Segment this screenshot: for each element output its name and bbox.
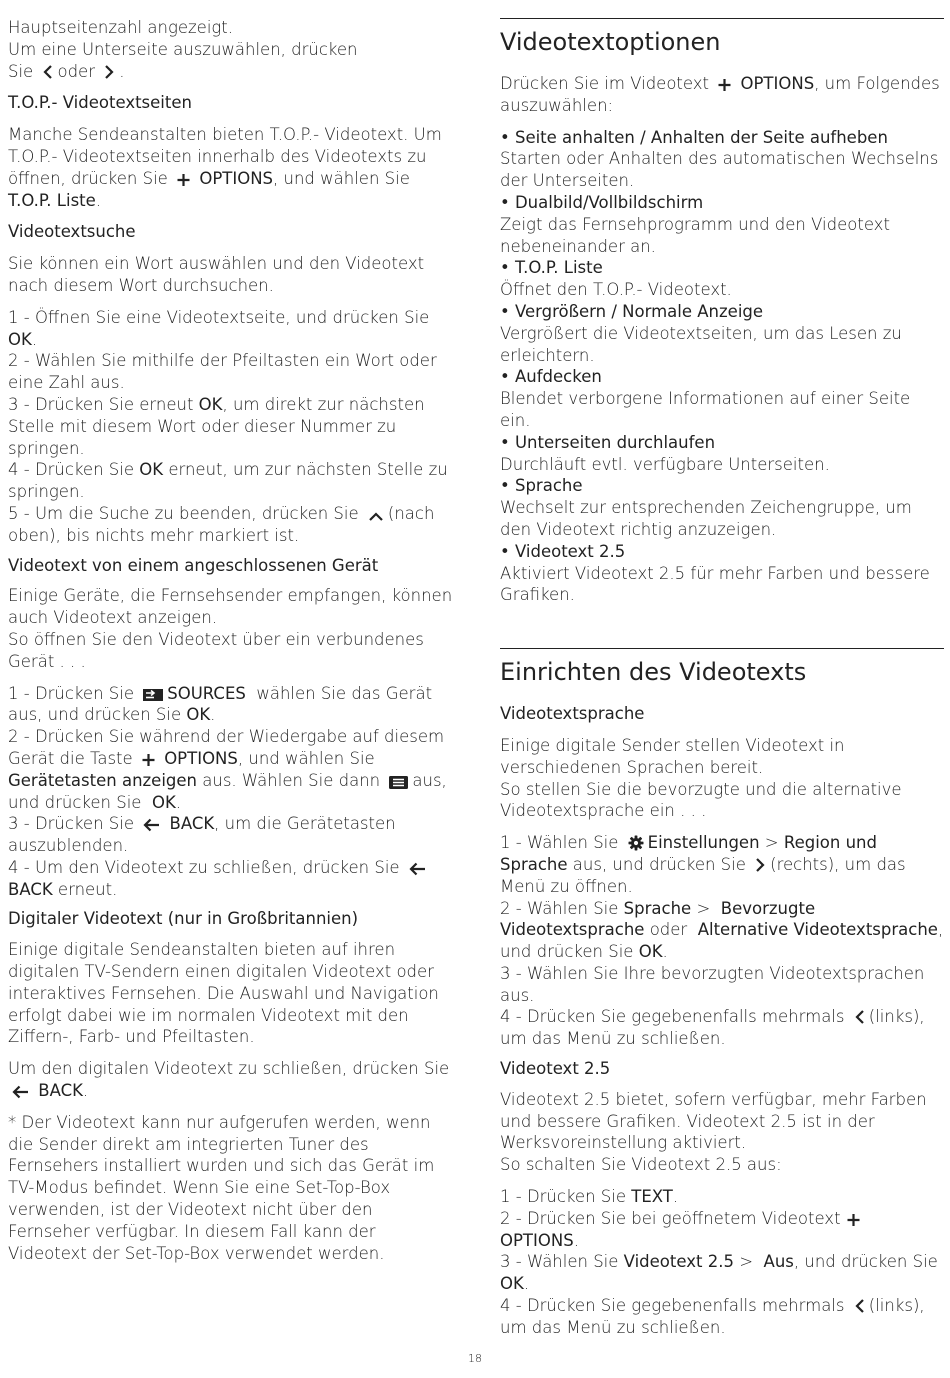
ok-key: OK [186, 705, 211, 725]
device-step-1-end: . [210, 705, 216, 725]
language-step-4: 4 - Drücken Sie gegebenenfalls mehrmals [500, 1007, 845, 1027]
chevron-right-icon [104, 64, 115, 80]
language-intro-2: So stellen Sie die bevorzugte und die alternative Videotextsprache ein . . . [500, 779, 902, 821]
search-step-4: 4 - Drücken Sie [8, 460, 134, 480]
device-step-1-mid: wählen Sie das Gerät aus, und drücken Sie [8, 683, 433, 725]
plus-icon [718, 78, 731, 92]
options-key: OPTIONS [500, 1230, 574, 1250]
option-title: • Sprache [500, 476, 583, 496]
option-title: • Vergrößern / Normale Anzeige [500, 301, 764, 321]
v25-step-1-end: . [672, 1187, 679, 1207]
list-icon [389, 776, 408, 789]
ok-key: OK [638, 942, 663, 962]
ok-key: OK [139, 460, 164, 480]
text-key: TEXT [631, 1187, 673, 1207]
device-intro-1: Einige Geräte, die Fernsehsender empfangen, können auch Videotext anzeigen. [8, 586, 453, 628]
plus-icon [177, 173, 190, 187]
intro-line-2: Um eine Unterseite auszuwählen, drücken [8, 39, 358, 59]
top-paragraph [8, 124, 453, 211]
language-intro [500, 735, 944, 822]
option-desc: Aktiviert Videotext 2.5 für mehr Farben und bessere Grafiken. [500, 563, 930, 605]
alternative-language-option: Alternative Videotextsprache [697, 920, 938, 940]
device-step-3-end: , um die Gerätetasten auszublenden. [8, 814, 396, 856]
intro-sie: Sie [8, 61, 34, 81]
right-column [500, 18, 944, 1349]
option-item [500, 301, 944, 366]
plus-icon [142, 753, 155, 767]
language-step-4-end: (links), um das Menü zu schließen. [500, 1007, 925, 1049]
options-list [500, 127, 944, 607]
intro-paragraph [8, 17, 453, 82]
options-key: OPTIONS [740, 74, 815, 93]
back-arrow-icon [143, 818, 160, 832]
options-intro-text: Drücken Sie im Videotext [500, 74, 709, 93]
option-desc: Durchläuft evtl. verfügbare Unterseiten. [500, 454, 830, 474]
device-step-2-mid2: aus. Wählen Sie dann [202, 770, 381, 790]
v25-step-4: 4 - Drücken Sie gegebenenfalls mehrmals [500, 1296, 845, 1316]
videotext25-menu: Videotext 2.5 [623, 1252, 734, 1272]
sources-icon [143, 688, 163, 702]
intro-oder: oder [57, 61, 95, 81]
chevron-left-icon [854, 1298, 865, 1314]
language-step-1-mid: aus, und drücken Sie [572, 854, 746, 874]
plus-icon [847, 1213, 860, 1227]
videotext25-steps [500, 1186, 944, 1339]
search-step-3: 3 - Drücken Sie erneut [8, 394, 194, 414]
option-desc: Wechselt zur entsprechenden Zeichengruppe, um den Videotext richtig anzuzeigen. [500, 498, 912, 539]
language-heading: Videotextsprache [500, 704, 645, 724]
menu-separator: > [739, 1252, 754, 1272]
digital-heading: Digitaler Videotext (nur in Großbritannien) [8, 909, 359, 929]
options-key: OPTIONS [164, 748, 238, 768]
device-intro-2: So öffnen Sie den Videotext über ein verbundenes Gerät . . . [8, 629, 424, 671]
search-step-5-end: (nach oben), bis nichts mehr markiert ist. [8, 503, 435, 545]
top-liste: T.O.P. Liste [8, 190, 96, 210]
region-menu: Region und Sprache [500, 833, 877, 874]
device-step-2-mid3: aus, und drücken Sie [8, 770, 447, 812]
options-intro-end: , um Folgendes auszuwählen: [500, 74, 940, 115]
videotext25-intro-2: So schalten Sie Videotext 2.5 aus: [500, 1155, 782, 1175]
back-key: BACK [169, 814, 215, 834]
language-step-2-mid: , und drücken Sie [500, 920, 944, 962]
v25-step-3-mid: , und drücken Sie [793, 1252, 938, 1272]
option-title: • Seite anhalten / Anhalten der Seite aufheben [500, 127, 888, 147]
language-step-2-or: oder [649, 920, 688, 940]
ok-key: OK [500, 1274, 524, 1294]
footnote: * Der Videotext kann nur aufgerufen werden, wenn die Sender direkt am integrierten Tuner des Fernsehers installiert wurden und sich das Gerät im TV-Modus befindet. Wenn Sie eine Set-Top-Box verwenden, ist der Videotext nicht über den Fernseher verfügbar. In diesem Fall kann der Videotext der Set-Top-Box verwendet werden. [8, 1112, 435, 1263]
left-column [8, 17, 453, 1274]
top-text-2: , und wählen Sie [273, 168, 410, 188]
device-step-4: 4 - Um den Videotext zu schließen, drücken Sie [8, 857, 400, 877]
language-intro-1: Einige digitale Sender stellen Videotext in verschiedenen Sprachen bereit. [500, 735, 845, 777]
videotext25-heading: Videotext 2.5 [500, 1059, 611, 1079]
v25-step-1: 1 - Drücken Sie [500, 1187, 626, 1207]
ok-key: OK [8, 329, 32, 349]
videotext25-intro [500, 1089, 944, 1176]
search-heading: Videotextsuche [8, 222, 136, 242]
option-title: • Videotext 2.5 [500, 541, 626, 561]
device-step-2: 2 - Drücken Sie während der Wiedergabe auf diesem Gerät die Taste [8, 727, 445, 768]
option-desc: Zeigt das Fernsehprogramm und den Videotext nebeneinander an. [500, 214, 890, 256]
back-arrow-icon [409, 862, 426, 876]
options-heading: Videotextoptionen [500, 18, 944, 57]
language-step-3: 3 - Wählen Sie Ihre bevorzugten Videotextsprachen aus. [500, 963, 925, 1005]
device-step-1: 1 - Drücken Sie [8, 683, 134, 703]
digital-paragraph-1: Einige digitale Sendeanstalten bieten auf ihren digitalen TV-Sendern einen digitalen Videotext oder interaktives Fernsehen. Die Auswahl und Navigation erfolgt dabei wie im normalen Videotext mit den Ziffern-, Farb- und Pfeiltasten. [8, 940, 439, 1047]
device-intro [8, 585, 453, 672]
device-step-2-end: . [175, 792, 182, 812]
search-step-5: 5 - Um die Suche zu beenden, drücken Sie [8, 503, 359, 523]
intro-dot: . [119, 61, 125, 81]
intro-line-1: Hauptseitenzahl angezeigt. [8, 18, 234, 37]
ok-key: OK [151, 792, 176, 812]
v25-step-2-end: . [573, 1230, 579, 1250]
language-step-1: 1 - Wählen Sie [500, 833, 619, 853]
option-item [500, 475, 944, 540]
back-arrow-icon [12, 1085, 29, 1099]
search-step-2: 2 - Wählen Sie mithilfe der Pfeiltasten ein Wort oder eine Zahl aus. [8, 351, 437, 393]
option-title: • Unterseiten durchlaufen [500, 432, 716, 452]
digital-paragraph-2 [8, 1058, 453, 1102]
option-title: • T.O.P. Liste [500, 258, 603, 278]
options-intro [500, 73, 944, 117]
sources-key: SOURCES [167, 683, 246, 703]
v25-step-3-end: . [523, 1274, 530, 1294]
top-end: . [95, 190, 102, 210]
back-key: BACK [8, 879, 53, 899]
language-step-2: 2 - Wählen Sie [500, 898, 619, 918]
top-heading: T.O.P.- Videotextseiten [8, 93, 192, 113]
off-option: Aus [763, 1252, 794, 1272]
v25-step-3: 3 - Wählen Sie [500, 1252, 619, 1272]
videotext25-intro-1: Videotext 2.5 bietet, sofern verfügbar, mehr Farben und bessere Grafiken. Videotext 2.5 ist in der Werksvoreinstellung aktiviert. [500, 1089, 927, 1153]
menu-separator: > [764, 833, 779, 853]
option-item [500, 257, 944, 301]
menu-separator: > [696, 898, 711, 918]
setup-heading: Einrichten des Videotexts [500, 648, 944, 687]
back-key: BACK [38, 1081, 83, 1101]
option-desc: Öffnet den T.O.P.- Videotext. [500, 280, 732, 300]
top-options-key: OPTIONS [199, 168, 274, 188]
v25-step-4-end: (links), um das Menü zu schließen. [500, 1296, 925, 1337]
option-title: • Dualbild/Vollbildschirm [500, 192, 704, 212]
settings-menu: Einstellungen [647, 833, 760, 853]
language-step-2-end: . [662, 942, 668, 962]
top-text-1: Manche Sendeanstalten bieten T.O.P.- Videotext. Um T.O.P.- Videotextseiten innerhalb des Videotexts zu öffnen, drücken Sie [8, 125, 442, 188]
gear-icon [628, 835, 644, 851]
device-heading: Videotext von einem angeschlossenen Gerät [8, 555, 379, 575]
option-item [500, 127, 944, 192]
v25-step-2: 2 - Drücken Sie bei geöffnetem Videotext [500, 1208, 841, 1228]
option-desc: Vergrößert die Videotextseiten, um das Lesen zu erleichtern. [500, 323, 902, 365]
chevron-up-icon [368, 510, 384, 522]
digital-close-text: Um den digitalen Videotext zu schließen, drücken Sie [8, 1059, 450, 1079]
search-steps [8, 307, 453, 547]
option-item [500, 192, 944, 257]
search-step-3-end: , um direkt zur nächsten Stelle mit diesem Wort oder dieser Nummer zu springen. [8, 394, 425, 458]
search-step-1: 1 - Öffnen Sie eine Videotextseite, und drücken Sie [8, 307, 430, 327]
chevron-right-icon [755, 857, 766, 873]
sprache-menu: Sprache [623, 898, 692, 918]
preferred-language-option: Bevorzugte Videotextsprache [500, 898, 816, 940]
digital-close-end: . [82, 1081, 89, 1101]
chevron-left-icon [854, 1009, 865, 1025]
search-intro: Sie können ein Wort auswählen und den Videotext nach diesem Wort durchsuchen. [8, 254, 425, 295]
search-step-4-end: erneut, um zur nächsten Stelle zu springen. [8, 460, 448, 502]
option-title: • Aufdecken [500, 367, 602, 387]
option-item [500, 366, 944, 431]
device-keys-option: Gerätetasten anzeigen [8, 770, 198, 790]
language-step-1-end: (rechts), um das Menü zu öffnen. [500, 854, 906, 896]
device-steps [8, 683, 453, 901]
device-step-3: 3 - Drücken Sie [8, 814, 134, 834]
language-steps [500, 832, 944, 1050]
option-desc: Blendet verborgene Informationen auf einer Seite ein. [500, 389, 911, 430]
device-step-2-mid: , und wählen Sie [237, 748, 375, 768]
search-step-1-end: . [31, 329, 38, 349]
option-item [500, 432, 944, 476]
option-desc: Starten oder Anhalten des automatischen Wechselns der Unterseiten. [500, 149, 939, 191]
device-step-4-end: erneut. [57, 879, 118, 899]
page-number: 18 [468, 1352, 482, 1365]
chevron-left-icon [42, 64, 53, 80]
option-item [500, 541, 944, 606]
ok-key: OK [198, 394, 223, 414]
